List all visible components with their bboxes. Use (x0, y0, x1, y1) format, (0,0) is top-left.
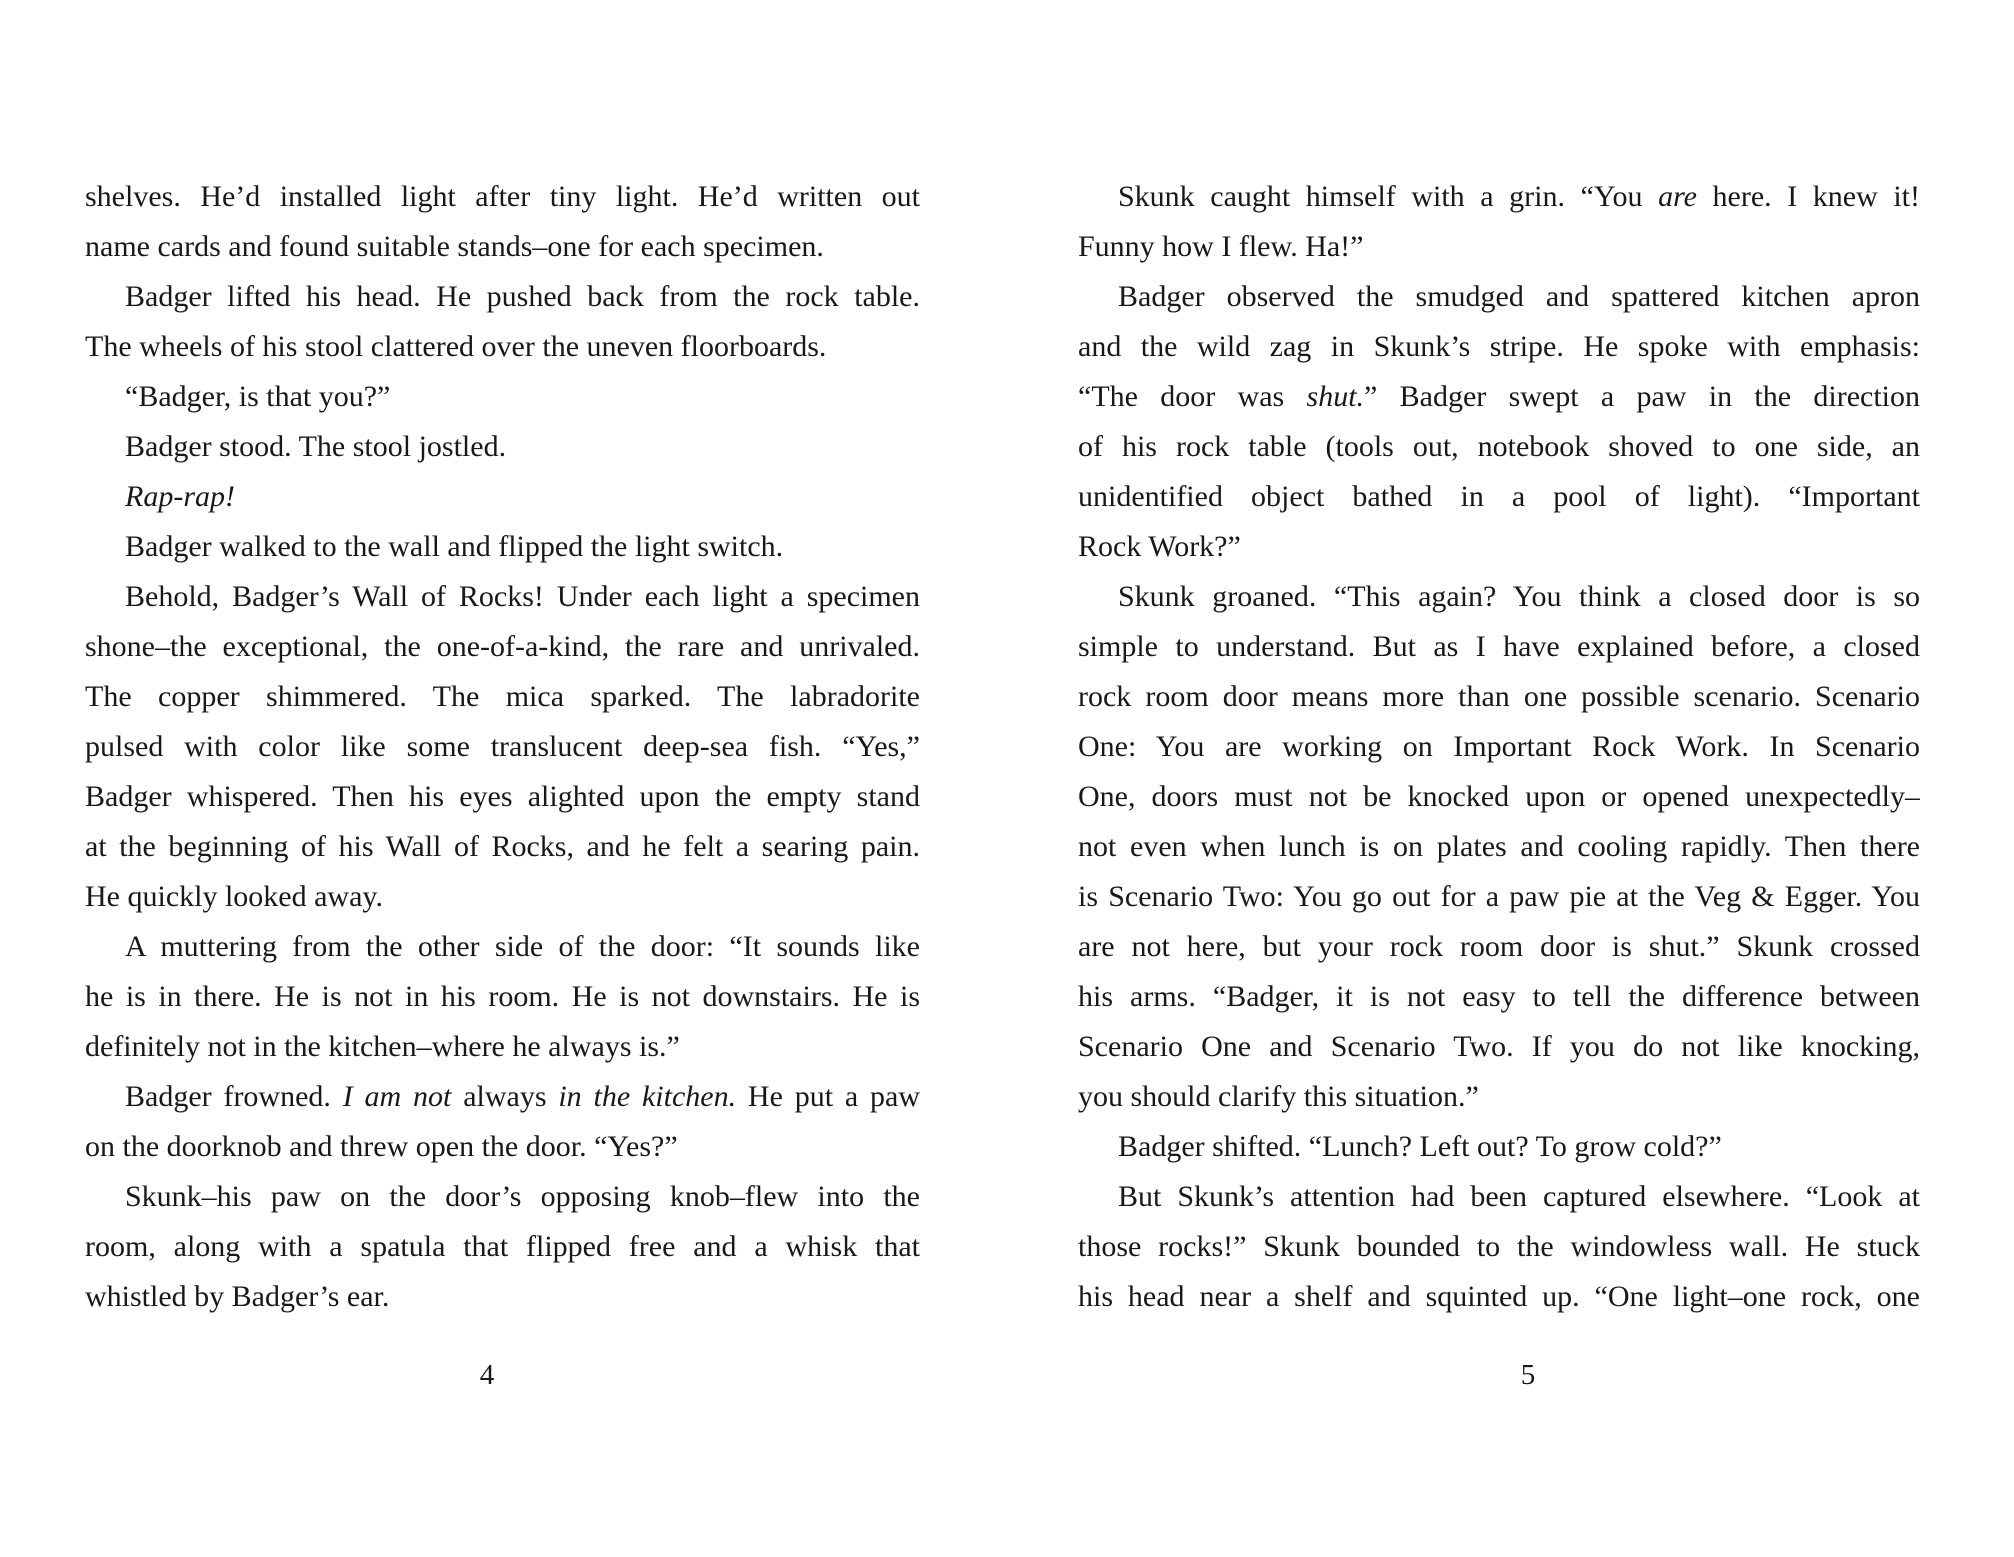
text-line (1078, 1222, 1920, 1272)
page-number-left: 4 (479, 1359, 495, 1391)
text-line (85, 172, 920, 222)
text-line (85, 522, 920, 572)
text-line (85, 1022, 920, 1072)
text-line (1078, 722, 1920, 772)
text-segment: One: You are working on Important Rock Work. In Scenario (1078, 730, 1920, 763)
text-line (85, 672, 920, 722)
text-line (1078, 322, 1920, 372)
text-segment: pulsed with color like some translucent deep-sea fish. “Yes,” (85, 730, 920, 763)
text-line (85, 1122, 920, 1172)
text-segment: definitely not in the kitchen–where he always is.” (85, 1030, 680, 1063)
text-segment: “Badger, is that you?” (125, 380, 391, 413)
text-line (1078, 222, 1920, 272)
text-line (85, 1072, 920, 1122)
text-segment: on the doorknob and threw open the door. “Yes?” (85, 1130, 678, 1163)
text-line (1078, 572, 1920, 622)
italic-text-segment: I am not (342, 1080, 452, 1113)
text-segment: here. I knew it! (1696, 180, 1920, 213)
text-segment: Rock Work?” (1078, 530, 1241, 563)
text-segment: he is in there. He is not in his room. He is not downstairs. He is (85, 980, 920, 1013)
text-line (1078, 772, 1920, 822)
text-line (1078, 522, 1920, 572)
text-segment: Badger frowned. (125, 1080, 343, 1113)
text-line (1078, 172, 1920, 222)
text-segment: He quickly looked away. (85, 880, 383, 913)
text-line (85, 972, 920, 1022)
text-segment: and the wild zag in Skunk’s stripe. He spoke with emphasis: (1078, 330, 1920, 363)
text-segment: shelves. He’d installed light after tiny light. He’d written out (85, 180, 920, 213)
text-segment: are not here, but your rock room door is shut.” Skunk crossed (1078, 930, 1920, 963)
text-segment: you should clarify this situation.” (1078, 1080, 1479, 1113)
text-line (85, 922, 920, 972)
text-segment: at the beginning of his Wall of Rocks, and he felt a searing pain. (85, 830, 920, 863)
text-line (85, 1172, 920, 1222)
text-segment: his head near a shelf and squinted up. “One light–one rock, one (1078, 1280, 1920, 1313)
text-segment: name cards and found suitable stands–one for each specimen. (85, 230, 824, 263)
text-segment: simple to understand. But as I have explained before, a closed (1078, 630, 1920, 663)
page-number-right: 5 (1520, 1359, 1536, 1391)
text-line (85, 872, 920, 922)
text-segment: whistled by Badger’s ear. (85, 1280, 390, 1313)
text-segment: shone–the exceptional, the one-of-a-kind, the rare and unrivaled. (85, 630, 920, 663)
text-line (1078, 372, 1920, 422)
text-segment: Badger observed the smudged and spattered kitchen apron (1118, 280, 1920, 313)
text-line (1078, 922, 1920, 972)
text-line (85, 272, 920, 322)
text-segment: “The door was (1078, 380, 1307, 413)
text-line (85, 1222, 920, 1272)
text-line (85, 772, 920, 822)
text-segment: Badger lifted his head. He pushed back from the rock table. (125, 280, 920, 313)
text-segment: The copper shimmered. The mica sparked. The labradorite (85, 680, 920, 713)
text-segment: The wheels of his stool clattered over the uneven floorboards. (85, 330, 827, 363)
text-line (1078, 1022, 1920, 1072)
text-line (85, 322, 920, 372)
text-segment: A muttering from the other side of the door: “It sounds like (125, 930, 920, 963)
text-segment: ” Badger swept a paw in the direction (1364, 380, 1920, 413)
text-line (85, 1272, 920, 1322)
text-segment: Badger shifted. “Lunch? Left out? To grow cold?” (1118, 1130, 1722, 1163)
text-segment: unidentified object bathed in a pool of light). “Important (1078, 480, 1920, 513)
text-segment: Skunk caught himself with a grin. “You (1118, 180, 1659, 213)
text-segment: of his rock table (tools out, notebook shoved to one side, an (1078, 430, 1920, 463)
text-segment: rock room door means more than one possible scenario. Scenario (1078, 680, 1920, 713)
text-segment: One, doors must not be knocked upon or opened unexpectedly– (1078, 780, 1920, 813)
text-line (1078, 422, 1920, 472)
left-page-text (85, 172, 920, 1322)
text-line (1078, 822, 1920, 872)
text-line (85, 572, 920, 622)
text-segment: Scenario One and Scenario Two. If you do not like knocking, (1078, 1030, 1920, 1063)
text-segment: is Scenario Two: You go out for a paw pie at the Veg & Egger. You (1078, 880, 1920, 913)
text-line (1078, 622, 1920, 672)
italic-text-segment: in the kitchen. (558, 1080, 737, 1113)
text-line (85, 372, 920, 422)
text-line (1078, 472, 1920, 522)
text-segment: Badger walked to the wall and flipped the light switch. (125, 530, 784, 563)
text-line (85, 622, 920, 672)
text-segment: Badger stood. The stool jostled. (125, 430, 507, 463)
text-line (1078, 872, 1920, 922)
text-line (85, 472, 920, 522)
text-segment: Badger whispered. Then his eyes alighted upon the empty stand (85, 780, 920, 813)
right-page-text (1078, 172, 1920, 1322)
text-segment: his arms. “Badger, it is not easy to tell the difference between (1078, 980, 1920, 1013)
italic-text-segment: Rap-rap! (125, 480, 235, 513)
text-segment: not even when lunch is on plates and cooling rapidly. Then there (1078, 830, 1920, 863)
text-segment: those rocks!” Skunk bounded to the windowless wall. He stuck (1078, 1230, 1920, 1263)
text-segment: Funny how I flew. Ha!” (1078, 230, 1364, 263)
text-line (1078, 272, 1920, 322)
text-segment: always (451, 1080, 559, 1113)
text-segment: room, along with a spatula that flipped free and a whisk that (85, 1230, 920, 1263)
text-segment: Skunk groaned. “This again? You think a closed door is so (1118, 580, 1920, 613)
text-line (1078, 1172, 1920, 1222)
text-segment: But Skunk’s attention had been captured elsewhere. “Look at (1118, 1180, 1920, 1213)
text-line (85, 722, 920, 772)
italic-text-segment: shut. (1306, 380, 1365, 413)
text-line (1078, 972, 1920, 1022)
text-line (85, 422, 920, 472)
text-segment: Skunk–his paw on the door’s opposing knob–flew into the (125, 1180, 920, 1213)
italic-text-segment: are (1658, 180, 1697, 213)
text-line (1078, 672, 1920, 722)
text-segment: He put a paw (736, 1080, 920, 1113)
text-segment: Behold, Badger’s Wall of Rocks! Under each light a specimen (125, 580, 920, 613)
text-line (1078, 1272, 1920, 1322)
text-line (85, 222, 920, 272)
text-line (1078, 1122, 1920, 1172)
text-line (1078, 1072, 1920, 1122)
text-line (85, 822, 920, 872)
